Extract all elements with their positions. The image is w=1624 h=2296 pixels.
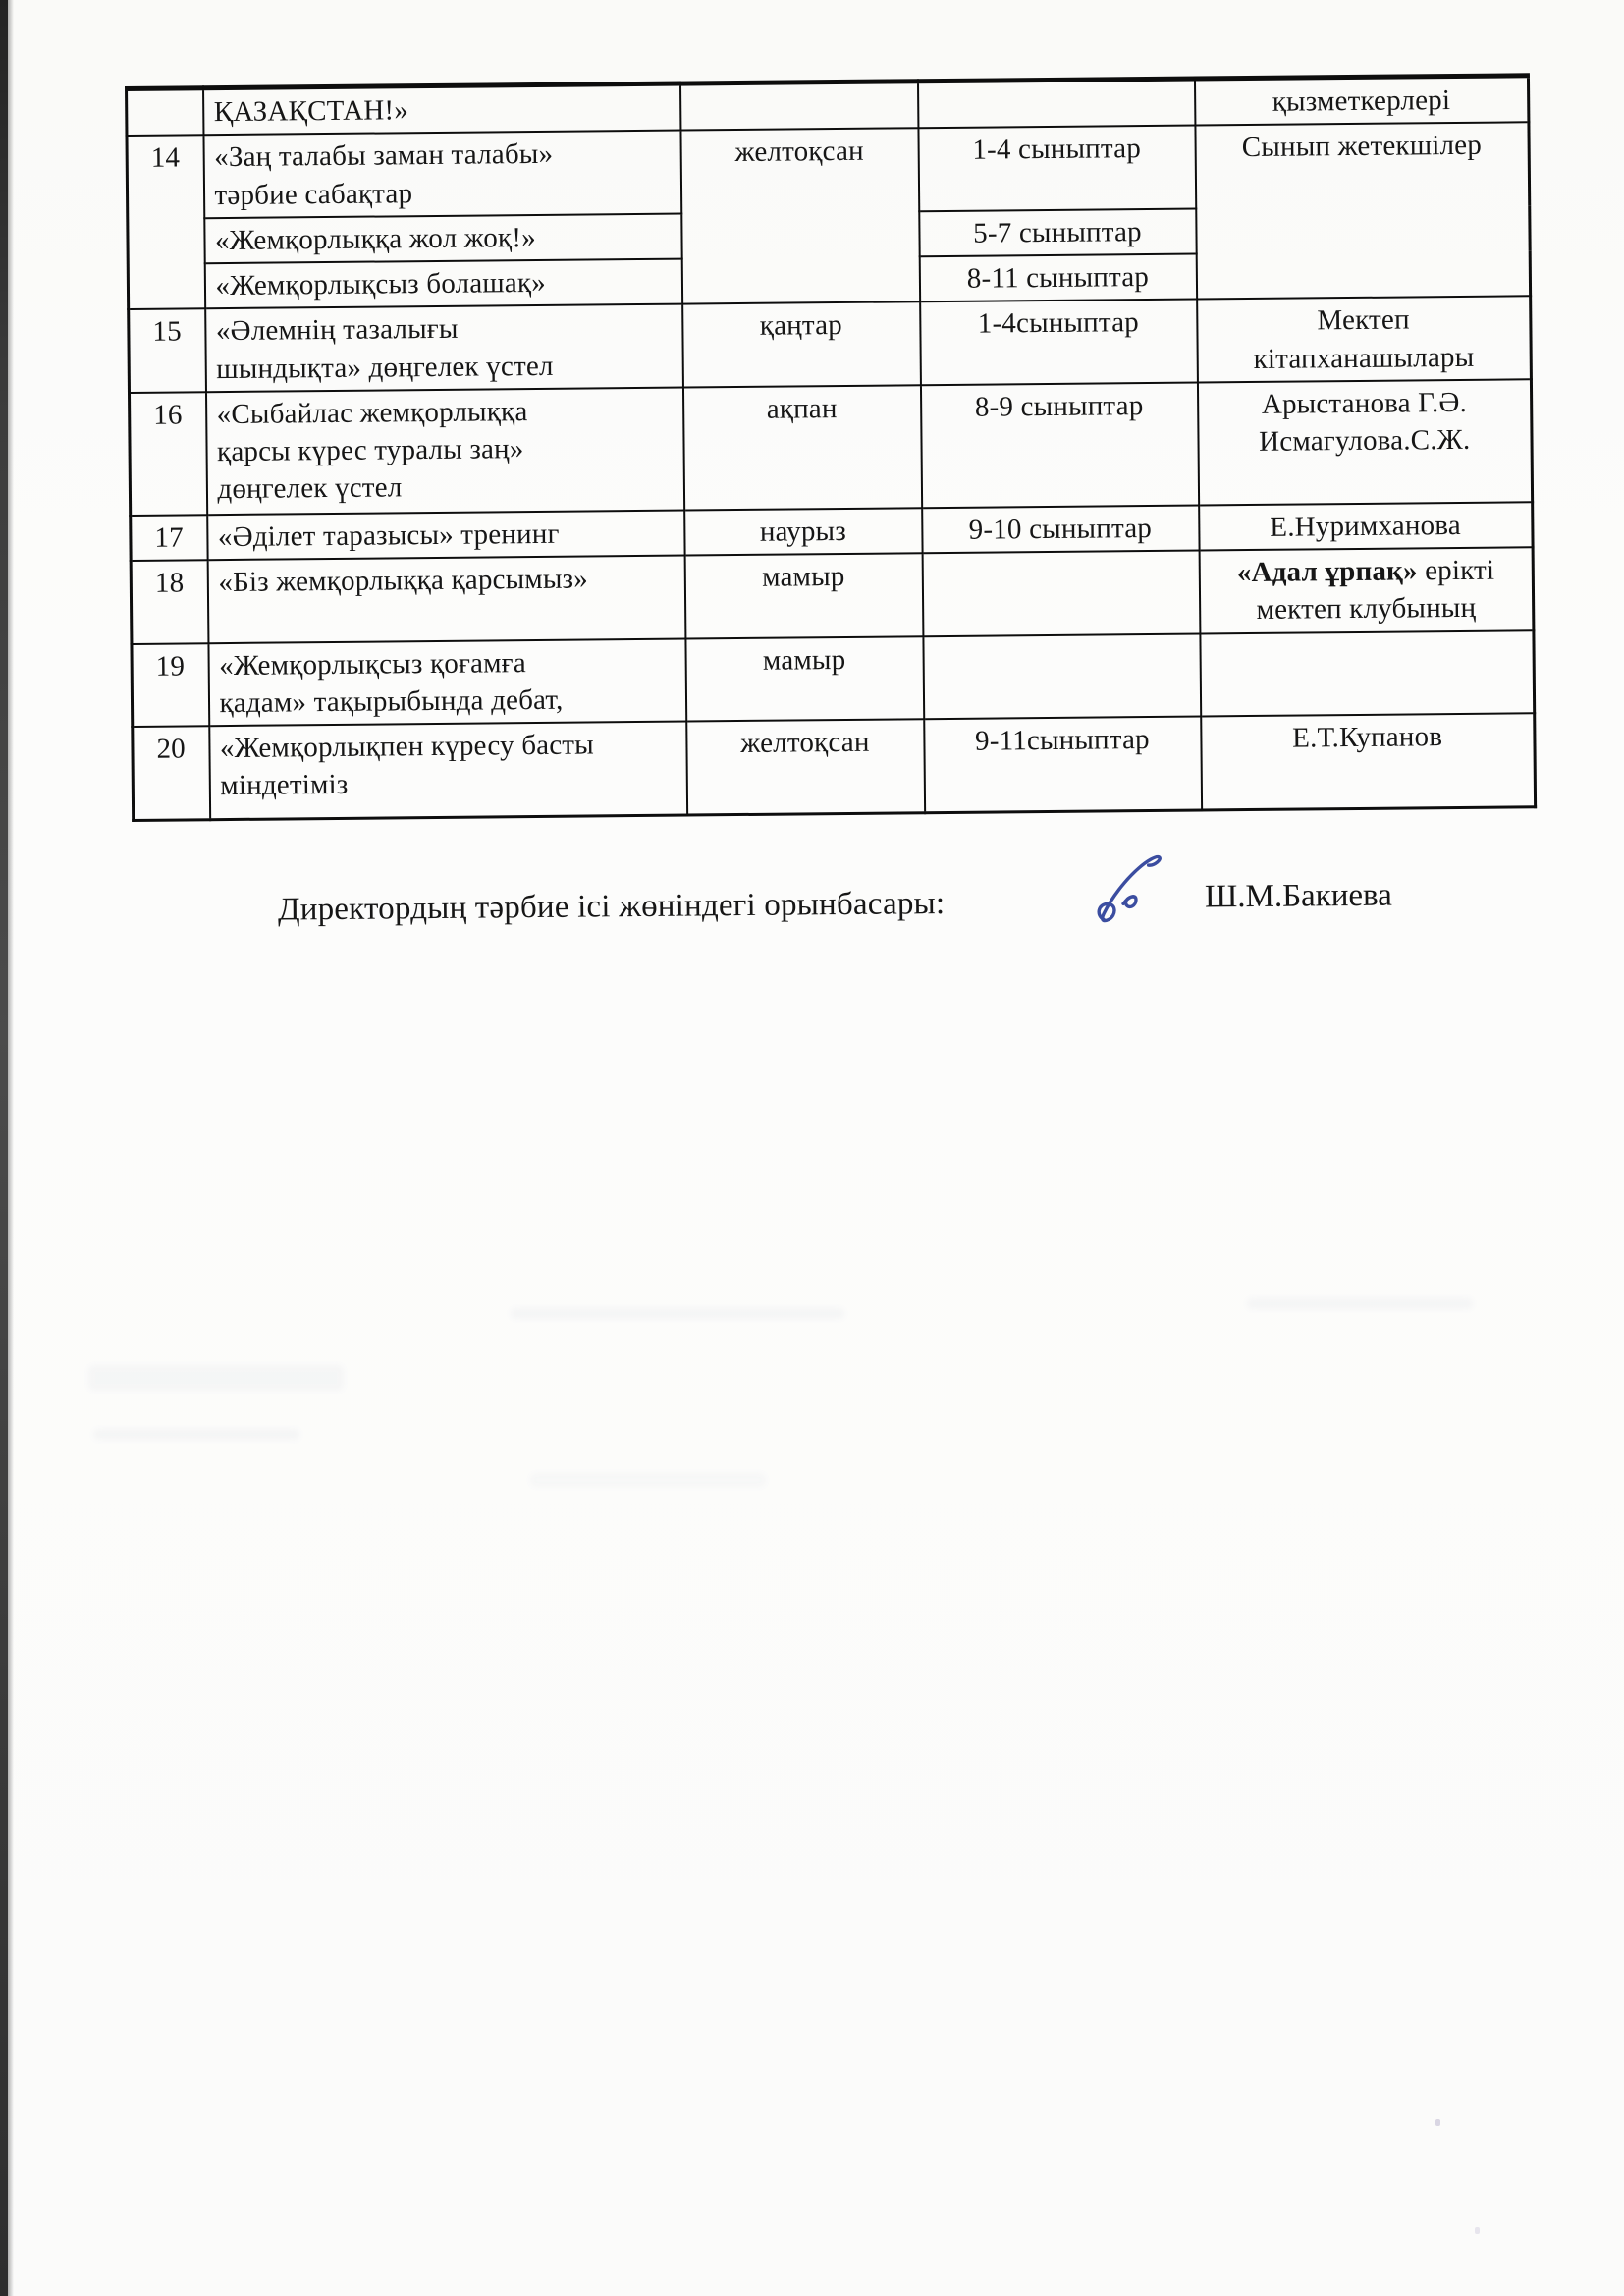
classes-cell: [924, 717, 1202, 813]
scanner-edge-strip: [0, 0, 8, 2296]
event-name-cell: [205, 304, 683, 392]
classes-text: 5-7 сыныптар: [973, 215, 1142, 249]
scan-speck: [1475, 2227, 1480, 2234]
row-number-cell: [131, 515, 207, 561]
event-name-cell: [204, 259, 681, 309]
month-text: мамыр: [762, 643, 846, 677]
month-cell: [682, 302, 921, 388]
classes-cell: [919, 254, 1196, 302]
responsible-text: Сынып жетекшілер: [1241, 130, 1483, 164]
handwritten-signature: [1089, 841, 1180, 932]
responsible-text: Е.Т.Купанов: [1292, 721, 1443, 754]
month-cell: [684, 553, 923, 638]
classes-cell: [919, 208, 1196, 256]
event-name: «Жемқорлыққа жол жоқ!»: [214, 221, 536, 256]
row-number-cell: [132, 643, 209, 727]
event-name-cell: [207, 510, 684, 560]
classes-cell: [920, 300, 1198, 385]
responsible-cell: [1197, 379, 1532, 505]
responsible-text: Арыстанова Г.Ә. Исмагулова.С.Ж.: [1259, 386, 1471, 459]
month-text: наурыз: [759, 515, 847, 548]
event-name: «Әлемнің тазалығы шындықта» дөңгелек үстел: [215, 313, 554, 385]
event-name: ҚАЗАҚСТАН!»: [213, 94, 409, 129]
responsible-text: қызметкерлері: [1272, 84, 1451, 118]
classes-text: 1-4 сыныптар: [972, 133, 1142, 166]
event-name-cell: [203, 131, 681, 218]
classes-cell: [923, 633, 1201, 719]
responsible-text: Е.Нуримханова: [1270, 509, 1462, 543]
row-number-cell: [127, 88, 203, 137]
table-row-15: [129, 297, 1532, 393]
event-name: «Жемқорлықсыз қоғамға қадам» тақырыбында дебат,: [219, 646, 564, 720]
bleed-through-smudge: [1247, 1298, 1473, 1309]
responsible-text: Мектеп кітапханашылары: [1253, 303, 1475, 375]
bleed-through-smudge: [511, 1308, 844, 1319]
month-cell: [679, 82, 917, 131]
table-row-20: [133, 713, 1536, 820]
document-content: [125, 73, 1545, 928]
classes-text: 9-10 сыныптар: [968, 512, 1153, 546]
event-name-cell: [205, 387, 683, 515]
row-number-cell: [127, 136, 205, 310]
classes-text: 1-4сыныптар: [977, 306, 1140, 340]
classes-cell: [917, 79, 1194, 128]
row-number-cell: [133, 726, 210, 820]
row-number: 18: [154, 567, 185, 599]
month-text: желтоқсан: [740, 726, 870, 760]
table-row-16: [129, 379, 1532, 516]
bleed-through-smudge: [530, 1473, 766, 1487]
classes-cell: [920, 382, 1198, 508]
responsible-cell: [1197, 297, 1532, 383]
month-cell: [685, 636, 924, 722]
row-number-cell: [131, 560, 208, 643]
scanner-edge-shadow: [8, 0, 14, 2296]
row-number: 20: [156, 733, 187, 765]
classes-cell: [918, 126, 1196, 211]
classes-text: 8-11 сыныптар: [966, 261, 1150, 295]
responsible-cell: [1199, 547, 1534, 633]
row-number: 19: [155, 650, 186, 683]
signature-label: Директордың тәрбие ісі жөніндегі орынбасары:: [277, 886, 946, 928]
event-name: «Сыбайлас жемқорлыққа қарсы күрес туралы заң» дөңгелек үстел: [216, 395, 528, 506]
responsible-cell: [1201, 713, 1536, 809]
classes-cell: [922, 505, 1199, 553]
event-name-cell: [207, 556, 685, 643]
table-row-19: [132, 630, 1535, 727]
action-plan-table: [125, 73, 1537, 821]
table-row-14: [127, 123, 1530, 219]
responsible-text: «Адал ұрпақ» ерікті мектеп клубының: [1236, 554, 1495, 627]
month-text: қаңтар: [759, 309, 843, 343]
month-cell: [684, 508, 922, 556]
event-name: «Біз жемқорлыққа қарсымыз»: [218, 563, 589, 599]
row-number: 14: [150, 141, 181, 175]
event-name: «Жемқорлықпен күресу басты міндетіміз: [219, 729, 595, 802]
event-name-cell: [209, 722, 687, 820]
responsible-cell: [1200, 630, 1535, 717]
event-name: «Әділет таразысы» тренинг: [217, 518, 560, 553]
responsible-club-name: «Адал ұрпақ»: [1236, 555, 1418, 589]
responsible-cell: [1199, 502, 1533, 551]
event-name: «Заң талабы заман талабы» тәрбие сабақтар: [214, 138, 554, 211]
responsible-cell: [1194, 76, 1528, 126]
month-text: ақпан: [766, 392, 838, 425]
month-cell: [686, 719, 925, 814]
signature-name: Ш.М.Бакиева: [1204, 877, 1393, 915]
row-number: 15: [152, 315, 183, 349]
event-name-cell: [208, 638, 686, 726]
event-name-cell: [203, 83, 680, 135]
scan-speck: [1435, 2119, 1440, 2126]
classes-text: 8-9 сыныптар: [974, 389, 1144, 423]
row-number: 16: [153, 399, 183, 431]
row-number-cell: [129, 309, 206, 393]
bleed-through-smudge: [93, 1429, 299, 1440]
table-row-18: [131, 547, 1534, 643]
row-number: 17: [154, 521, 185, 554]
month-text: мамыр: [761, 561, 845, 593]
classes-cell: [922, 551, 1200, 636]
month-cell: [680, 129, 920, 304]
event-name: «Жемқорлықсыз болашақ»: [215, 266, 547, 302]
classes-text: 9-11сыныптар: [974, 724, 1150, 757]
responsible-cell: [1195, 123, 1531, 300]
bleed-through-smudge: [88, 1365, 344, 1391]
event-name-cell: [204, 213, 681, 263]
month-cell: [682, 385, 921, 510]
row-number-cell: [129, 392, 206, 516]
month-text: желтоқсан: [734, 136, 864, 169]
